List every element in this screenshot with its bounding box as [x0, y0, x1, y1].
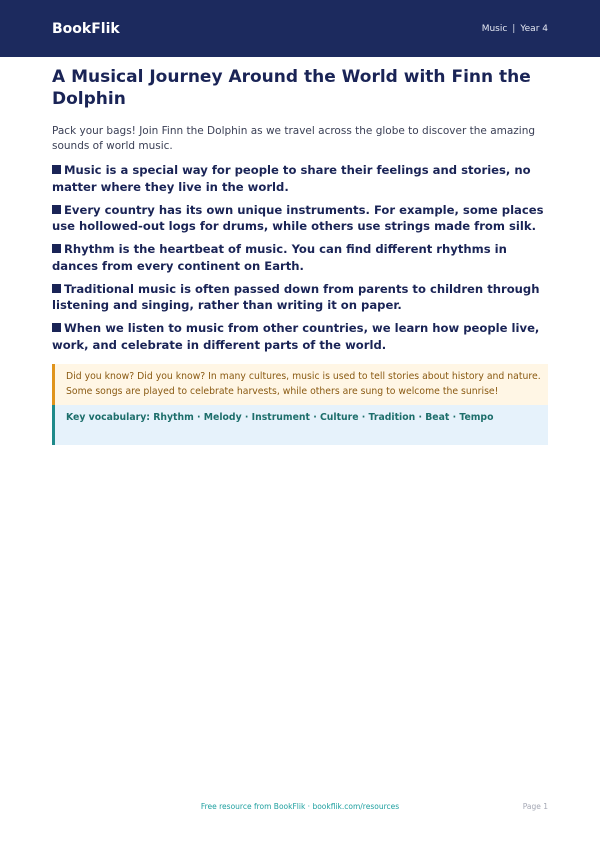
intro-paragraph: Pack your bags! Join Finn the Dolphin as we travel across the globe to discover the amazing sounds of world music. — [52, 125, 536, 152]
key-point-text: Rhythm is the heartbeat of music. You can find different rhythms in dances from every continent on Earth. — [52, 242, 507, 273]
square-bullet-icon — [52, 244, 61, 253]
square-bullet-icon — [52, 205, 61, 214]
year-label: Year 4 — [520, 23, 548, 34]
subject-year-meta — [482, 24, 548, 34]
footer-credit-link[interactable]: Free resource from BookFlik · bookflik.com/resources — [200, 802, 400, 811]
square-bullet-icon — [52, 165, 61, 174]
key-point-text: Music is a special way for people to share their feelings and stories, no matter where they live in the world. — [52, 163, 531, 194]
key-point-2 — [52, 202, 548, 235]
page-footer — [52, 800, 548, 814]
key-point-text: Traditional music is often passed down from parents to children through listening and singing, rather than writing it on paper. — [52, 281, 540, 312]
key-point-text: Every country has its own unique instruments. For example, some places use hollowed-out logs for drums, while others use strings made from silk. — [52, 202, 544, 233]
top-bar — [0, 0, 600, 57]
worksheet-content — [52, 66, 548, 445]
did-you-know-callout: Did you know? Did you know? In many cultures, music is used to tell stories about history and nature. Some songs are played to celebrate harvests, while others are sung to welcome the sunrise! — [52, 364, 548, 405]
key-vocabulary-box: Key vocabulary: Rhythm · Melody · Instrument · Culture · Tradition · Beat · Tempo — [52, 405, 548, 445]
key-point-5 — [52, 320, 548, 353]
key-points-list — [52, 162, 548, 353]
brand-logo-text[interactable]: BookFlik — [52, 20, 120, 37]
key-point-4 — [52, 281, 548, 314]
key-point-text: When we listen to music from other countries, we learn how people live, work, and celebrate in different parts of the world. — [52, 321, 540, 352]
meta-separator: | — [512, 23, 516, 34]
page-title: A Musical Journey Around the World with Finn the Dolphin — [52, 67, 531, 109]
key-point-1 — [52, 162, 548, 195]
square-bullet-icon — [52, 284, 61, 293]
page-number: Page 1 — [522, 802, 548, 811]
square-bullet-icon — [52, 323, 61, 332]
subject-label: Music — [481, 23, 508, 34]
key-point-3 — [52, 241, 548, 274]
